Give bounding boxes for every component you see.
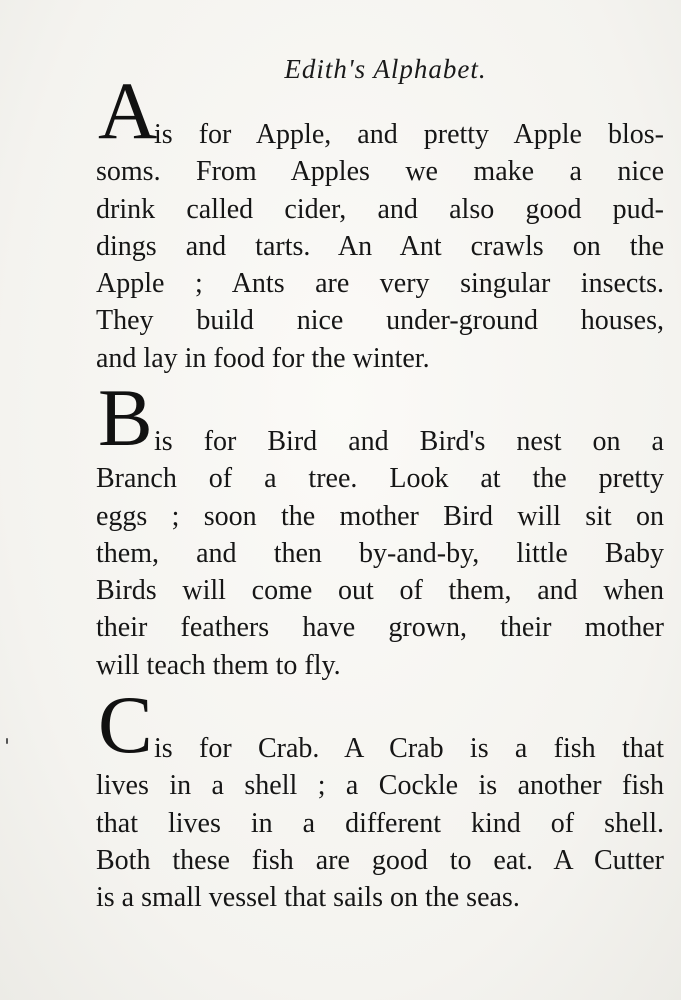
running-title: Edith's Alphabet. <box>284 54 487 84</box>
entry-line: Birds will come out of them, and when <box>96 575 664 607</box>
entry-line <box>96 372 664 463</box>
entry-line: drink called cider, and also good pud- <box>96 193 664 225</box>
entry-line: Apple ; Ants are very singular insects. <box>96 268 664 300</box>
entry-line-text: is for Apple, and pretty Apple blos- <box>154 119 664 150</box>
entry-line: eggs ; soon the mother Bird will sit on <box>96 500 664 532</box>
entry-line: their feathers have grown, their mother <box>96 612 664 644</box>
entry-line-text: is for Bird and Bird's nest on a <box>154 426 664 457</box>
entry-line: is a small vessel that sails on the seas. <box>96 882 520 914</box>
entry-line: They build nice under-ground houses, <box>96 305 664 337</box>
entry-line: dings and tarts. An Ant crawls on the <box>96 230 664 262</box>
drop-cap-letter: C <box>98 679 153 770</box>
entry-line-text: is for Crab. A Crab is a fish that <box>154 733 664 764</box>
entry-line: Branch of a tree. Look at the pretty <box>96 463 664 495</box>
entry-letter-b <box>96 372 664 684</box>
entry-line <box>96 679 664 770</box>
drop-cap-letter: B <box>98 372 153 463</box>
drop-cap-letter: A <box>98 65 158 156</box>
entry-letter-c <box>96 679 664 916</box>
entry-line: soms. From Apples we make a nice <box>96 156 664 188</box>
paper-speck <box>6 738 8 744</box>
entry-line: and lay in food for the winter. <box>96 342 430 374</box>
entry-line: them, and then by-and-by, little Baby <box>96 537 664 569</box>
entry-line: will teach them to fly. <box>96 649 341 681</box>
entry-line: that lives in a different kind of shell. <box>96 807 664 839</box>
entry-line: lives in a shell ; a Cockle is another fish <box>96 770 664 802</box>
entry-line: Both these fish are good to eat. A Cutter <box>96 844 664 876</box>
